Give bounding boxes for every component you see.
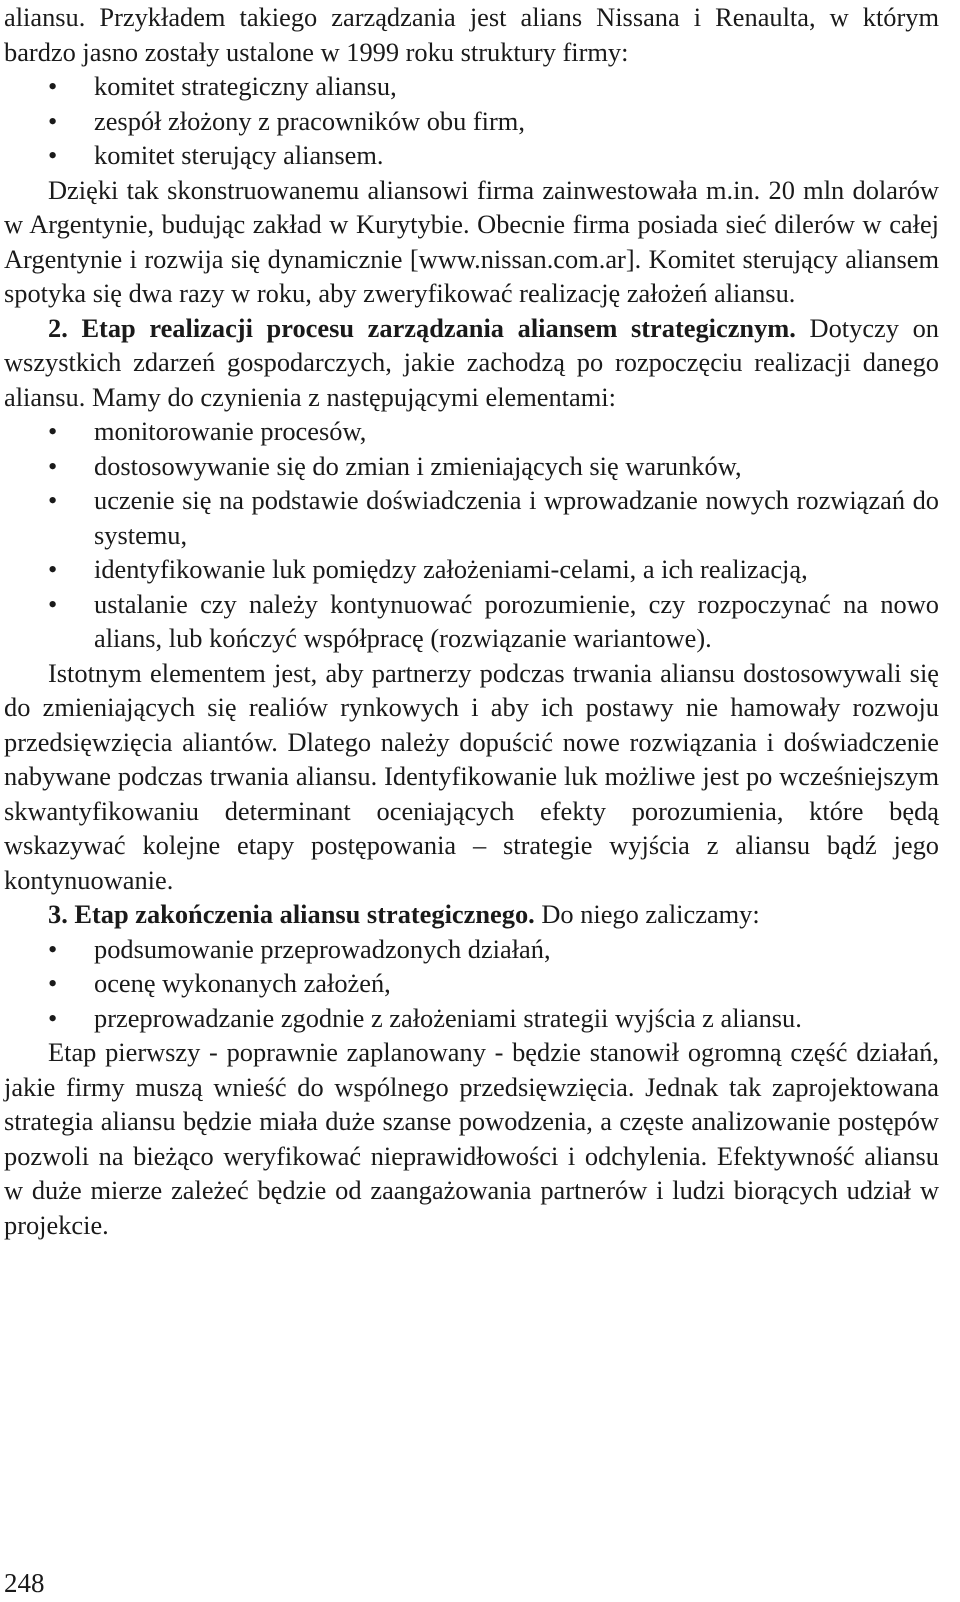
list-item-text: przeprowadzanie zgodnie z założeniami strategii wyjścia z aliansu. [94,1002,802,1033]
list-item-text: komitet sterujący aliansem. [94,140,384,170]
list-item-text: uczenie się na podstawie doświadczenia i wprowadzanie nowych rozwiązań do systemu, [94,485,939,550]
list-item [4,104,939,139]
list-item-text: zespół złożony z pracowników obu firm, [94,105,525,136]
bullet-icon: • [48,933,58,964]
list-item-text: ustalanie czy należy kontynuować porozumienie, czy rozpoczynać na nowo alians, lub kończyć współpracę (rozwiązanie wariantowe). [94,588,939,653]
list-item [4,932,939,967]
bullet-icon: • [48,140,58,170]
bullet-icon: • [48,450,58,481]
stage-3-text: Do niego zaliczamy: [541,899,760,929]
paragraph-argentina: Dzięki tak skonstruowanemu aliansowi firma zainwestowała m.in. 20 mln dolarów w Argentynie, budując zakład w Kurytybie. Obecnie firma posiada sieć dilerów w całej Argentynie i rozwija się dynamicznie [www.nissan.com.ar]. Komitet sterujący aliansem spotyka się dwa razy w roku, aby zweryfikować realizację założeń aliansu. [4,174,939,308]
bullet-icon: • [48,485,58,515]
bullet-icon: • [48,968,58,998]
list-item [4,414,939,449]
stage-2-text: Dotyczy on wszystkich zdarzeń gospodarczych, jakie zachodzą po rozpoczęciu realizacji danego aliansu. Mamy do czynienia z następującymi elementami: [4,312,939,412]
bullet-icon: • [48,105,58,136]
list-item [4,587,939,656]
list-item [4,69,939,104]
list-item-text: identyfikowanie luk pomiędzy założeniami-celami, a ich realizacją, [94,554,808,584]
bullet-icon: • [48,71,58,101]
page-number: 248 [4,1568,45,1598]
paragraph-final: Etap pierwszy - poprawnie zaplanowany - będzie stanowił ogromną część działań, jakie firmy muszą wnieść do wspólnego przedsięwzięcia. Jednak tak zaprojektowana strategia aliansu będzie miała duże szanse powodzenia, a częste analizowanie postępów pozwoli na bieżąco weryfikować nieprawidłowości i odchylenia. Efektywność aliansu w duże mierze zależeć będzie od zaangażowania partnerów i ludzi biorących udział w projekcie. [4,1037,939,1240]
list-item-text: komitet strategiczny aliansu, [94,71,397,101]
paragraph-intro: aliansu. Przykładem takiego zarządzania jest alians Nissana i Renaulta, w którym bardzo jasno zostały ustalone w 1999 roku struktury firmy: [4,2,939,67]
stage-2-heading: 2. Etap realizacji procesu zarządzania aliansem strategicznym. [48,312,796,343]
stage-3-heading: 3. Etap zakończenia aliansu strategicznego. [48,899,535,929]
bullet-icon: • [48,416,58,446]
bullet-icon: • [48,1002,58,1033]
list-item-text: podsumowanie przeprowadzonych działań, [94,933,551,964]
list-item [4,552,939,587]
list-alliance-structures [4,69,939,173]
paragraph-stage-3 [4,897,939,932]
paragraph-important: Istotnym elementem jest, aby partnerzy podczas trwania aliansu dostosowywali się do zmieniających się realiów rynkowych i aby ich postawy nie hamowały rozwoju przedsięwzięcia aliantów. Dlatego należy dopuścić nowe rozwiązania i doświadczenie nabywane podczas trwania aliansu. Identyfikowanie luk możliwe jest po wcześniejszym skwantyfikowaniu determinant oceniających efekty porozumienia, które będą wskazywać kolejne etapy postępowania – strategie wyjścia z aliansu bądź jego kontynuowanie. [4,657,939,895]
list-item [4,483,939,552]
bullet-icon: • [48,554,58,584]
list-item-text: monitorowanie procesów, [94,416,367,446]
list-item [4,966,939,1001]
bullet-icon: • [48,588,58,619]
list-stage-3-elements [4,932,939,1036]
list-item-text: ocenę wykonanych założeń, [94,968,391,998]
list-item-text: dostosowywanie się do zmian i zmieniających się warunków, [94,450,742,481]
list-stage-2-elements [4,414,939,656]
list-item [4,138,939,173]
page-body [4,0,939,1242]
list-item [4,1001,939,1036]
paragraph-stage-2 [4,311,939,415]
list-item [4,449,939,484]
